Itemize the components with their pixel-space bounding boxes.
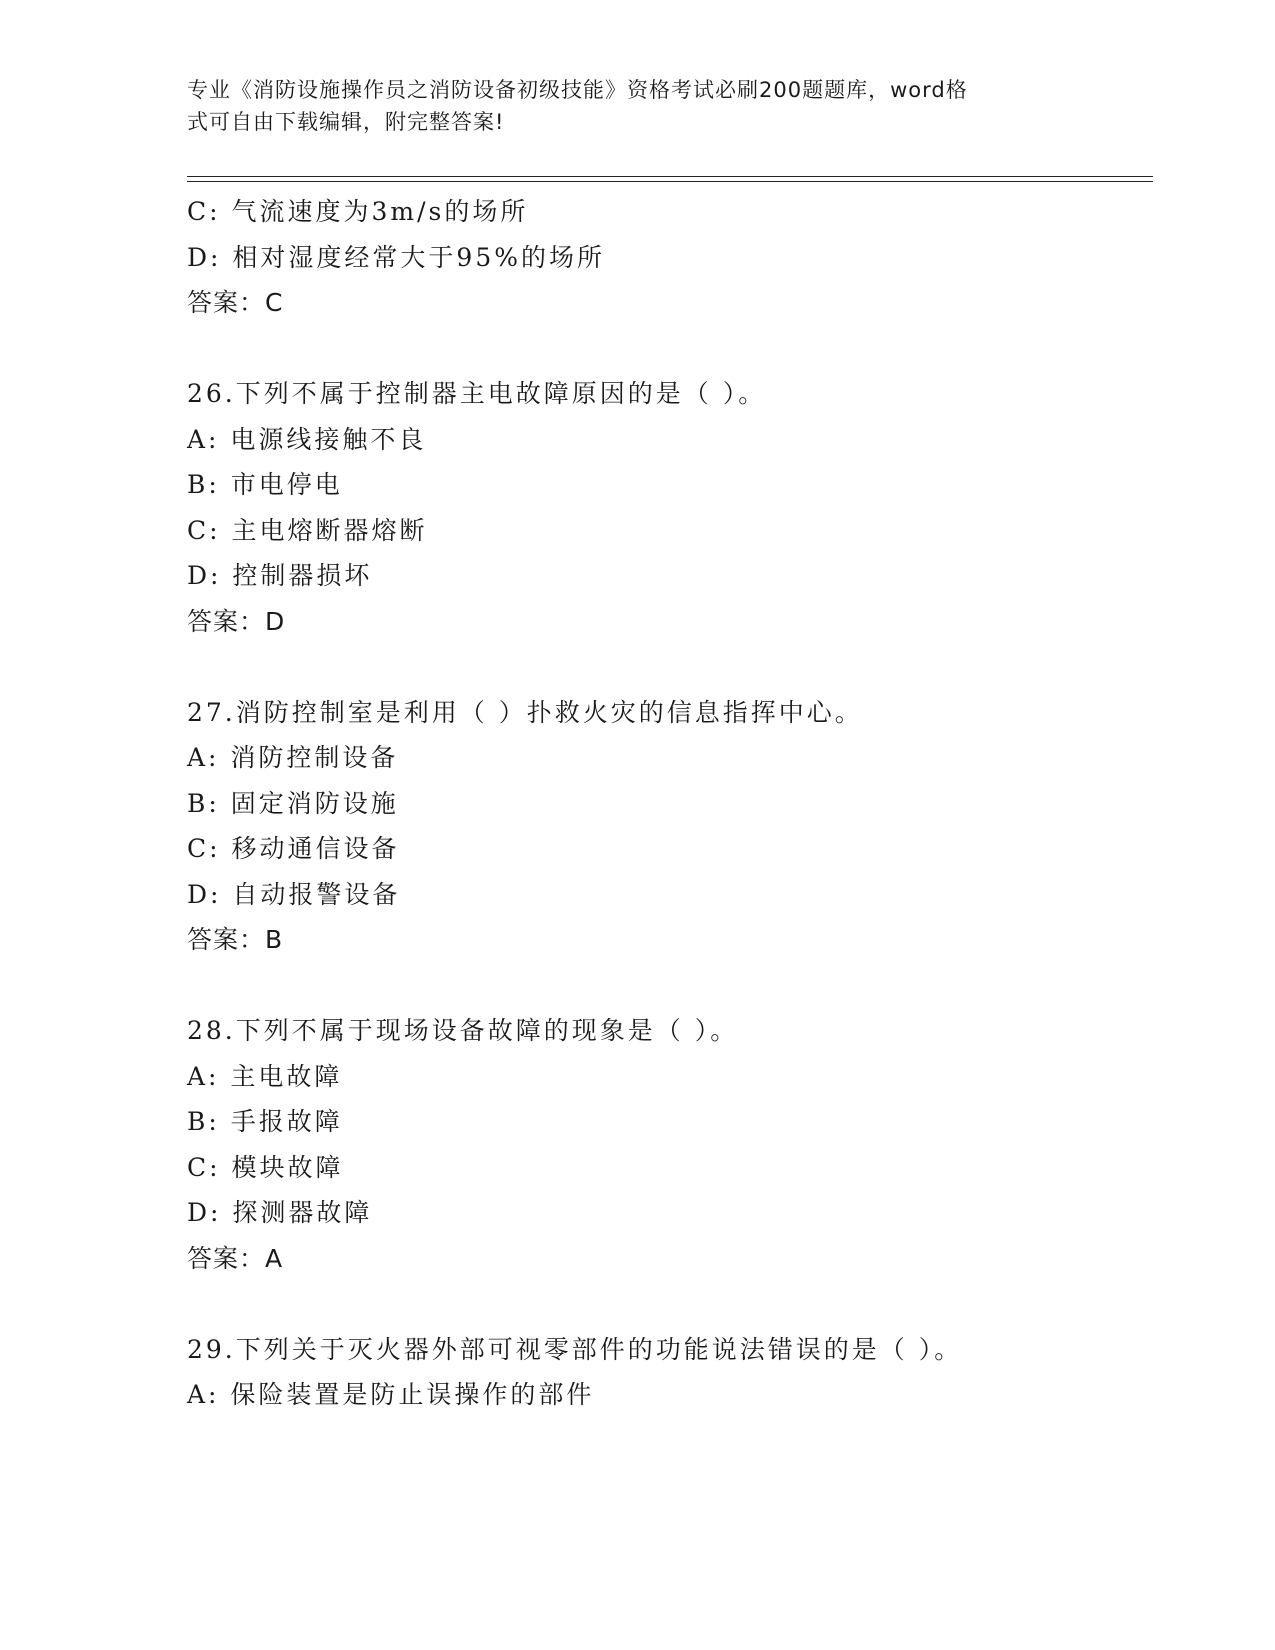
option-d: D: 相对湿度经常大于95%的场所: [187, 242, 605, 272]
answer-line: 答案：B: [187, 925, 284, 954]
question-26: [187, 371, 1153, 644]
spacer: [187, 644, 1153, 690]
answer-line: 答案：A: [187, 1243, 284, 1273]
option-a: A: 消防控制设备: [187, 743, 399, 772]
spacer: [187, 1281, 1153, 1327]
question-stem: 29.下列关于灭火器外部可视零部件的功能说法错误的是（ ）。: [187, 1334, 963, 1364]
question-29: [187, 1327, 1153, 1418]
header-rule-top: [187, 176, 1153, 177]
option-b: B: 手报故障: [187, 1107, 343, 1136]
option-a: A: 主电故障: [187, 1061, 343, 1091]
option-a: A: 电源线接触不良: [187, 424, 427, 454]
question-stem: 28.下列不属于现场设备故障的现象是（ ）。: [187, 1016, 739, 1045]
option-c: C: 气流速度为3m/s的场所: [187, 197, 529, 226]
question-25-continued: [187, 189, 1153, 326]
header-rule-bottom: [187, 181, 1153, 182]
spacer: [187, 326, 1153, 372]
question-27: [187, 690, 1153, 963]
question-stem: 27.消防控制室是利用（ ）扑救火灾的信息指挥中心。: [187, 697, 863, 727]
option-d: D: 自动报警设备: [187, 879, 401, 909]
option-a: A: 保险装置是防止误操作的部件: [187, 1380, 595, 1409]
option-b: B: 市电停电: [187, 470, 343, 499]
page-header: [187, 74, 1067, 138]
header-line-2: 式可自由下载编辑，附完整答案!: [187, 110, 505, 134]
spacer: [187, 963, 1153, 1009]
option-d: D: 控制器损坏: [187, 561, 373, 590]
header-line-1: 专业《消防设施操作员之消防设备初级技能》资格考试必刷200题题库，word格: [187, 78, 968, 102]
question-stem: 26.下列不属于控制器主电故障原因的是（ ）。: [187, 379, 767, 408]
question-28: [187, 1008, 1153, 1281]
answer-line: 答案：D: [187, 606, 286, 636]
option-b: B: 固定消防设施: [187, 788, 399, 818]
option-d: D: 探测器故障: [187, 1198, 373, 1227]
answer-line: 答案：C: [187, 288, 284, 317]
option-c: C: 模块故障: [187, 1152, 344, 1182]
option-c: C: 主电熔断器熔断: [187, 515, 428, 545]
question-content: [187, 189, 1153, 1418]
option-c: C: 移动通信设备: [187, 834, 400, 863]
